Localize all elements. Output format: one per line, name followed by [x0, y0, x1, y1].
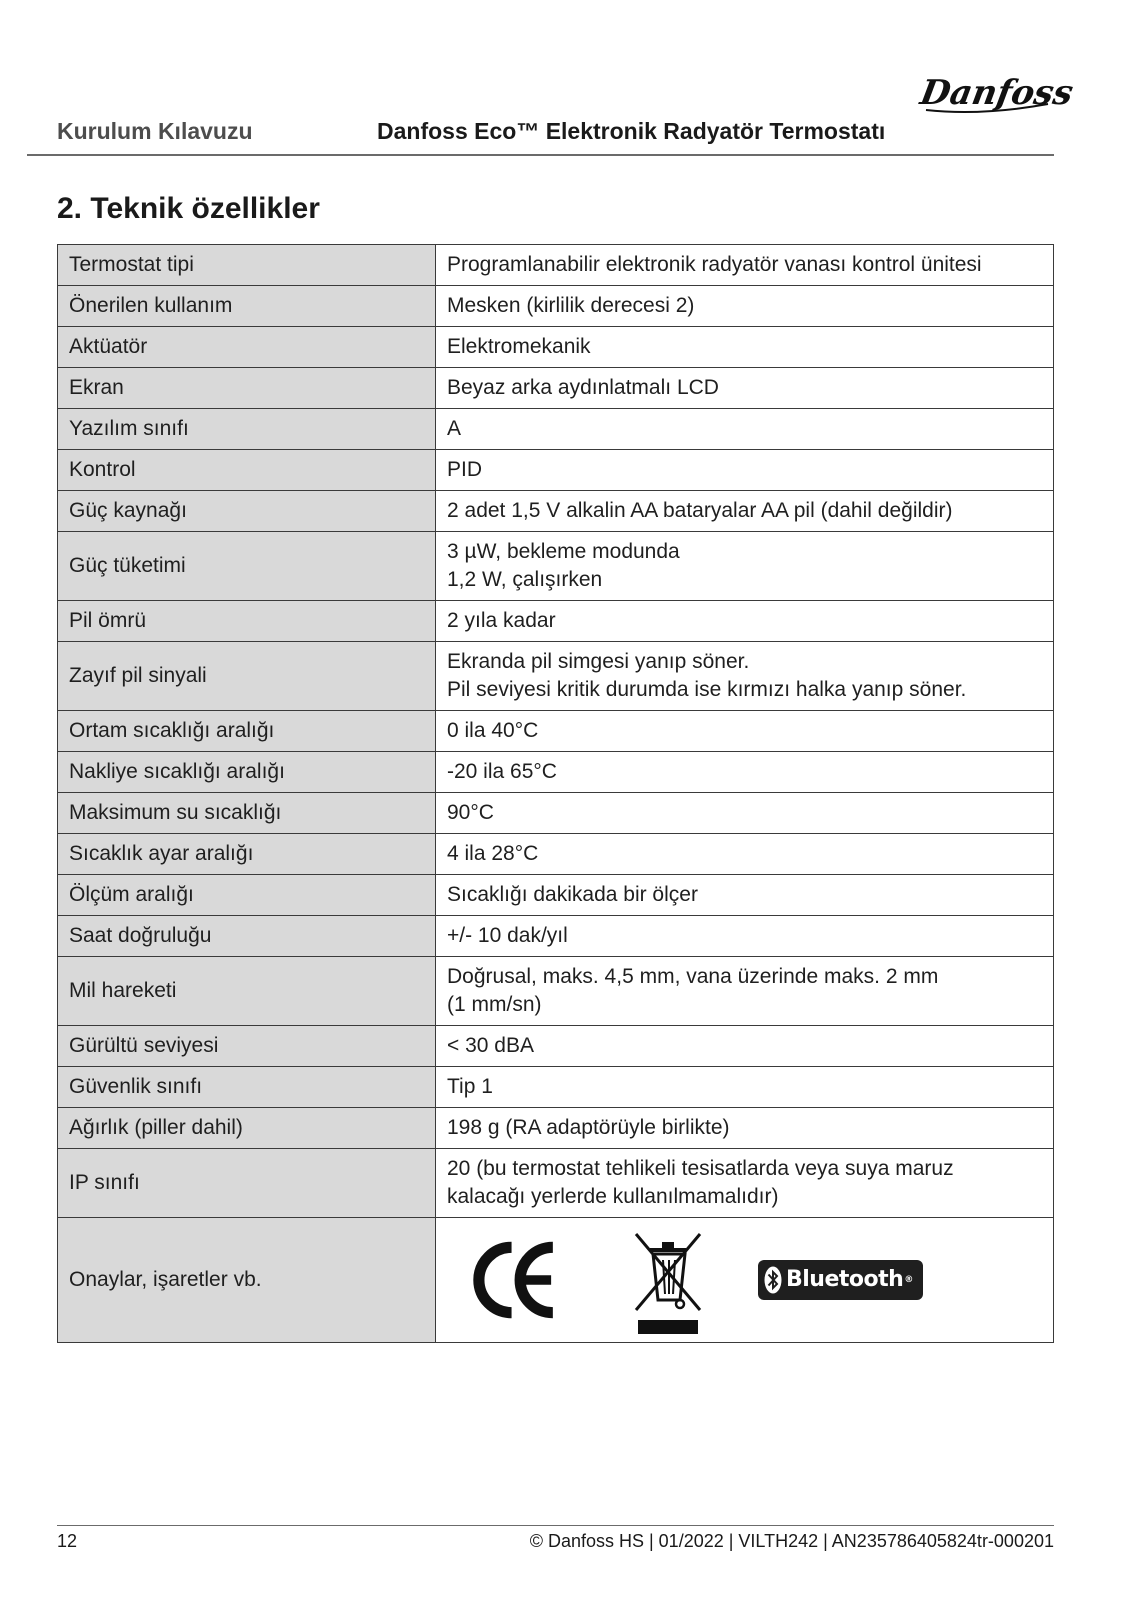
spec-row: [58, 711, 1054, 752]
spec-value-line: Mesken (kirlilik derecesi 2): [447, 294, 695, 317]
spec-label: Pil ömrü: [58, 601, 436, 642]
spec-value: [436, 286, 1054, 327]
spec-row: [58, 532, 1054, 601]
bluetooth-text: Bluetooth: [786, 1267, 904, 1292]
spec-row: [58, 409, 1054, 450]
footer-divider: [57, 1525, 1054, 1526]
spec-value: [436, 368, 1054, 409]
spec-row: [58, 245, 1054, 286]
spec-value: [436, 1108, 1054, 1149]
spec-row: [58, 793, 1054, 834]
spec-row: [58, 642, 1054, 711]
spec-value-line: 0 ila 40°C: [447, 719, 539, 742]
spec-row: [58, 875, 1054, 916]
spec-row: [58, 752, 1054, 793]
approvals-label: Onaylar, işaretler vb.: [58, 1218, 436, 1343]
spec-value-line: Ekranda pil simgesi yanıp söner.: [447, 650, 750, 673]
spec-value: [436, 642, 1054, 711]
spec-label: Gürültü seviyesi: [58, 1026, 436, 1067]
spec-value-line: Doğrusal, maks. 4,5 mm, vana üzerinde maks. 2 mm: [447, 965, 939, 988]
spec-value: [436, 1067, 1054, 1108]
spec-value-line: Programlanabilir elektronik radyatör vanası kontrol ünitesi: [447, 253, 982, 276]
spec-row: [58, 1108, 1054, 1149]
spec-value: [436, 957, 1054, 1026]
approvals-row: [58, 1218, 1054, 1343]
spec-value-line: 90°C: [447, 801, 494, 824]
product-title: Danfoss Eco™ Elektronik Radyatör Termostatı: [377, 118, 886, 144]
header-divider: [27, 154, 1054, 156]
approvals-marks: [436, 1218, 1054, 1343]
logo-text: Danfoss: [917, 73, 1077, 113]
specs-table-body: [58, 245, 1054, 1218]
spec-value-line: 1,2 W, çalışırken: [447, 568, 603, 591]
spec-row: [58, 491, 1054, 532]
spec-label: Mil hareketi: [58, 957, 436, 1026]
section-title: 2. Teknik özellikler: [57, 192, 320, 225]
weee-bin-icon: [628, 1224, 708, 1336]
spec-value-line: A: [447, 417, 462, 440]
spec-value: [436, 752, 1054, 793]
spec-value-line: 2 yıla kadar: [447, 609, 556, 632]
spec-value: [436, 532, 1054, 601]
spec-row: [58, 450, 1054, 491]
spec-value: [436, 409, 1054, 450]
spec-label: Ölçüm aralığı: [58, 875, 436, 916]
spec-value-line: Beyaz arka aydınlatmalı LCD: [447, 376, 719, 399]
spec-value: [436, 1026, 1054, 1067]
spec-label: Yazılım sınıfı: [58, 409, 436, 450]
spec-value: [436, 327, 1054, 368]
ce-mark-icon: [472, 1237, 558, 1323]
spec-row: [58, 957, 1054, 1026]
spec-label: Ağırlık (piller dahil): [58, 1108, 436, 1149]
spec-value-line: kalacağı yerlerde kullanılmamalıdır): [447, 1185, 779, 1208]
doc-type-label: Kurulum Kılavuzu: [57, 118, 253, 144]
spec-label: Saat doğruluğu: [58, 916, 436, 957]
spec-value-line: (1 mm/sn): [447, 993, 542, 1016]
spec-label: Zayıf pil sinyali: [58, 642, 436, 711]
spec-value: [436, 875, 1054, 916]
spec-value-line: PID: [447, 458, 483, 481]
bluetooth-rune-icon: [764, 1266, 782, 1294]
danfoss-logo: [917, 64, 1077, 120]
spec-label: Termostat tipi: [58, 245, 436, 286]
spec-value-line: 20 (bu termostat tehlikeli tesisatlarda veya suya maruz: [447, 1157, 954, 1180]
spec-label: Nakliye sıcaklığı aralığı: [58, 752, 436, 793]
spec-value: [436, 601, 1054, 642]
spec-row: [58, 1026, 1054, 1067]
spec-label: Ortam sıcaklığı aralığı: [58, 711, 436, 752]
specs-table: [57, 244, 1054, 1343]
spec-value-line: Tip 1: [447, 1075, 493, 1098]
spec-value: [436, 711, 1054, 752]
spec-value-line: 2 adet 1,5 V alkalin AA bataryalar AA pil (dahil değildir): [447, 499, 953, 522]
spec-value: [436, 491, 1054, 532]
spec-label: IP sınıfı: [58, 1149, 436, 1218]
spec-label: Sıcaklık ayar aralığı: [58, 834, 436, 875]
spec-value-line: Pil seviyesi kritik durumda ise kırmızı halka yanıp söner.: [447, 678, 967, 701]
spec-value: [436, 1149, 1054, 1218]
spec-value-line: 198 g (RA adaptörüyle birlikte): [447, 1116, 730, 1139]
spec-value-line: 3 µW, bekleme modunda: [447, 540, 680, 563]
spec-row: [58, 1067, 1054, 1108]
spec-label: Ekran: [58, 368, 436, 409]
doc-code: © Danfoss HS | 01/2022 | VILTH242 | AN235786405824tr-000201: [529, 1531, 1054, 1551]
bluetooth-logo: [758, 1260, 923, 1300]
bluetooth-registered-mark: ®: [904, 1275, 913, 1285]
spec-value-line: Sıcaklığı dakikada bir ölçer: [447, 883, 698, 906]
spec-label: Güç tüketimi: [58, 532, 436, 601]
spec-value-line: +/- 10 dak/yıl: [447, 924, 568, 947]
page-number: 12: [57, 1531, 78, 1551]
spec-label: Güvenlik sınıfı: [58, 1067, 436, 1108]
spec-value: [436, 916, 1054, 957]
spec-row: [58, 327, 1054, 368]
spec-value: [436, 834, 1054, 875]
spec-label: Maksimum su sıcaklığı: [58, 793, 436, 834]
spec-row: [58, 368, 1054, 409]
spec-label: Güç kaynağı: [58, 491, 436, 532]
spec-value-line: -20 ila 65°C: [447, 760, 557, 783]
spec-label: Kontrol: [58, 450, 436, 491]
spec-row: [58, 916, 1054, 957]
spec-value: [436, 245, 1054, 286]
spec-value-line: Elektromekanik: [447, 335, 591, 358]
spec-row: [58, 286, 1054, 327]
spec-row: [58, 1149, 1054, 1218]
spec-row: [58, 834, 1054, 875]
spec-value-line: < 30 dBA: [447, 1034, 534, 1057]
spec-label: Önerilen kullanım: [58, 286, 436, 327]
spec-value: [436, 793, 1054, 834]
spec-value-line: 4 ila 28°C: [447, 842, 539, 865]
spec-value: [436, 450, 1054, 491]
spec-label: Aktüatör: [58, 327, 436, 368]
spec-row: [58, 601, 1054, 642]
